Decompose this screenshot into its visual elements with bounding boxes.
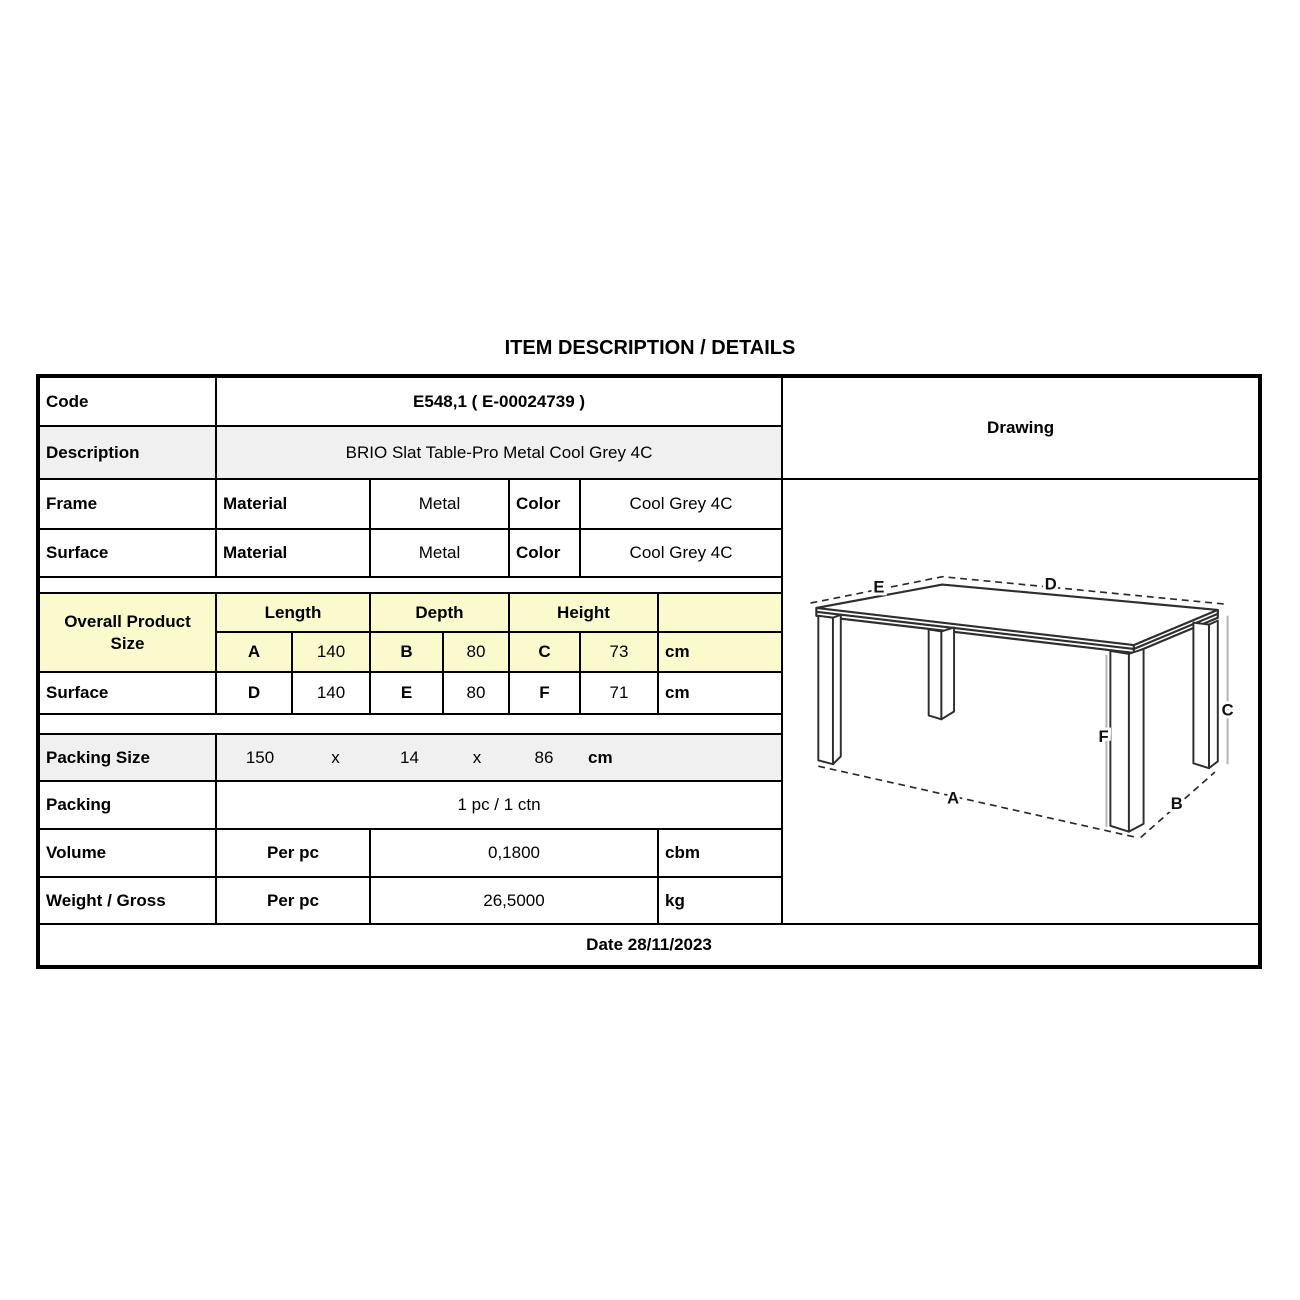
- drawing-cell: [782, 479, 1260, 924]
- dim-key-b: B: [370, 632, 443, 672]
- surface-size-label: Surface: [38, 672, 216, 714]
- overall-size-unit: cm: [658, 632, 782, 672]
- description-value: BRIO Slat Table-Pro Metal Cool Grey 4C: [216, 426, 782, 479]
- drawing-header: Drawing: [782, 376, 1260, 479]
- page-title: ITEM DESCRIPTION / DETAILS: [504, 337, 796, 359]
- frame-material-value: Metal: [370, 479, 509, 529]
- overall-size-label: [38, 593, 216, 672]
- frame-label: Frame: [38, 479, 216, 529]
- surface-material-value: Metal: [370, 529, 509, 577]
- spacer-cell: [38, 577, 782, 593]
- col-header-height: Height: [509, 593, 658, 632]
- volume-unit: cbm: [658, 829, 782, 877]
- col-header-depth: Depth: [370, 593, 509, 632]
- dim-label-e: E: [873, 577, 885, 597]
- surface-label: Surface: [38, 529, 216, 577]
- col-header-length: Length: [216, 593, 370, 632]
- frame-color-label: Color: [509, 479, 580, 529]
- surface-material-label: Material: [216, 529, 370, 577]
- dim-label-b: B: [1170, 794, 1183, 814]
- date-cell: Date 28/11/2023: [38, 924, 1260, 967]
- packing-value: 1 pc / 1 ctn: [216, 781, 782, 829]
- table-drawing: [789, 480, 1252, 923]
- dim-label-f: F: [1098, 726, 1109, 746]
- spacer-cell: [38, 714, 782, 734]
- weight-per-label: Per pc: [216, 877, 370, 924]
- packing-size-sep2: x: [472, 747, 482, 767]
- dim-value-b: 80: [443, 632, 509, 672]
- packing-label: Packing: [38, 781, 216, 829]
- dim-key-d: D: [216, 672, 292, 714]
- weight-label: Weight / Gross: [38, 877, 216, 924]
- surface-size-unit: cm: [658, 672, 782, 714]
- packing-size-unit: cm: [588, 747, 613, 767]
- packing-size-sep1: x: [331, 747, 340, 767]
- packing-size-label: Packing Size: [38, 734, 216, 781]
- overall-size-label-line1: Overall Product: [64, 612, 191, 632]
- volume-per-label: Per pc: [216, 829, 370, 877]
- frame-row: [38, 479, 1260, 529]
- volume-value: 0,1800: [370, 829, 658, 877]
- surface-color-label: Color: [509, 529, 580, 577]
- dim-key-a: A: [216, 632, 292, 672]
- packing-size-dim1: 150: [245, 747, 275, 767]
- description-label: Description: [38, 426, 216, 479]
- date-row: [38, 924, 1260, 967]
- code-row: [38, 376, 1260, 426]
- dim-key-e: E: [370, 672, 443, 714]
- dim-value-c: 73: [580, 632, 658, 672]
- overall-size-label-line2: Size: [110, 633, 145, 653]
- packing-size-values: [216, 734, 782, 781]
- weight-value: 26,5000: [370, 877, 658, 924]
- frame-material-label: Material: [216, 479, 370, 529]
- spec-table: [36, 374, 1262, 969]
- dim-label-a: A: [947, 788, 960, 808]
- dim-key-f: F: [509, 672, 580, 714]
- dim-value-f: 71: [580, 672, 658, 714]
- size-header-empty-cell: [658, 593, 782, 632]
- dim-value-d: 140: [292, 672, 370, 714]
- dim-key-c: C: [509, 632, 580, 672]
- table-legs: [818, 615, 1217, 832]
- dim-value-a: 140: [292, 632, 370, 672]
- weight-unit: kg: [658, 877, 782, 924]
- packing-size-dim2: 14: [400, 747, 419, 767]
- frame-color-value: Cool Grey 4C: [580, 479, 782, 529]
- surface-color-value: Cool Grey 4C: [580, 529, 782, 577]
- packing-size-dim3: 86: [534, 747, 554, 767]
- code-label: Code: [38, 376, 216, 426]
- dim-label-d: D: [1044, 574, 1057, 594]
- volume-label: Volume: [38, 829, 216, 877]
- code-value: E548,1 ( E-00024739 ): [216, 376, 782, 426]
- dim-value-e: 80: [443, 672, 509, 714]
- dim-label-c: C: [1221, 700, 1234, 720]
